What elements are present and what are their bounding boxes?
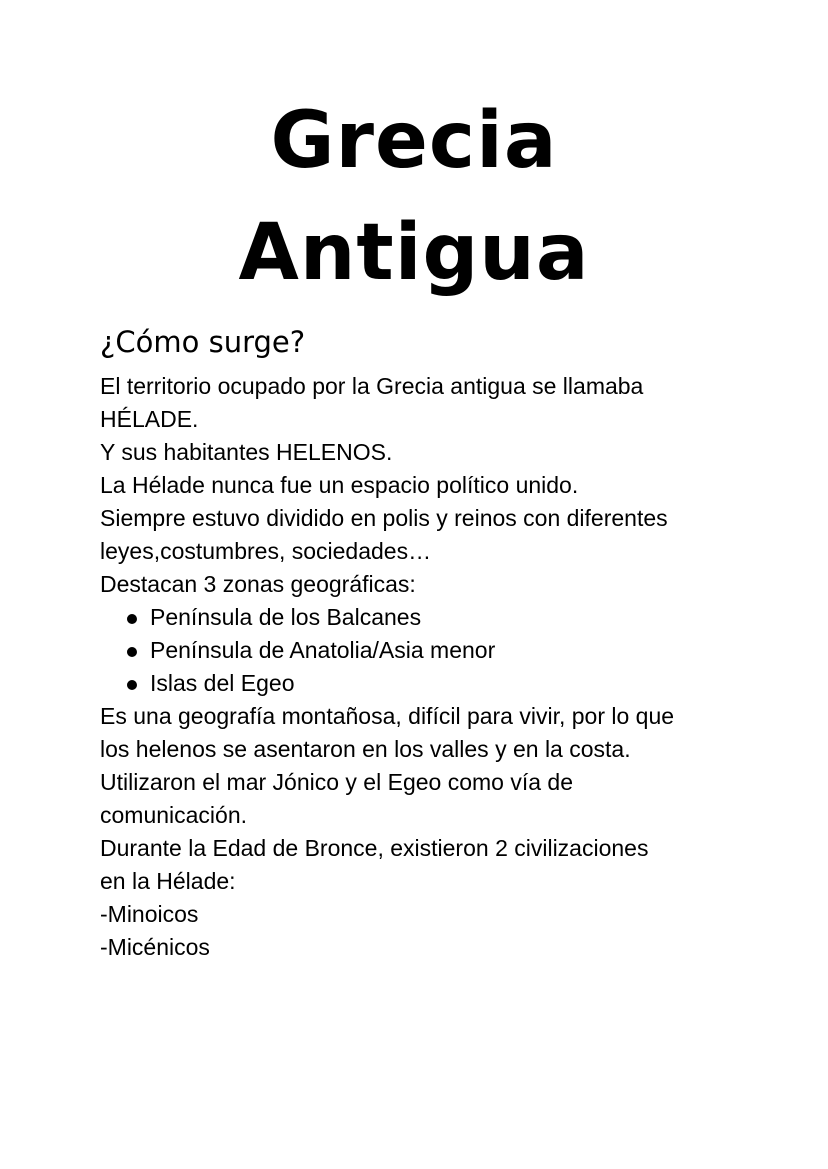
text-line: HÉLADE.	[100, 406, 199, 432]
list-item-label: Península de Anatolia/Asia menor	[150, 637, 496, 663]
bullet-icon	[127, 680, 137, 690]
text-line: en la Hélade:	[100, 868, 236, 894]
text-line: leyes,costumbres, sociedades…	[100, 538, 432, 564]
text-line: La Hélade nunca fue un espacio político unido.	[100, 472, 579, 498]
list-item	[100, 667, 780, 700]
text-line: Es una geografía montañosa, difícil para vivir, por lo que	[100, 703, 675, 729]
text-line: Utilizaron el mar Jónico y el Egeo como vía de	[100, 769, 573, 795]
title-line-1: Grecia	[270, 96, 558, 186]
zones-list	[100, 601, 780, 700]
list-item-label: Islas del Egeo	[150, 670, 295, 696]
title-line-2: Antigua	[238, 208, 590, 298]
body-text	[100, 370, 780, 964]
text-line: los helenos se asentaron en los valles y en la costa.	[100, 736, 631, 762]
text-line: comunicación.	[100, 802, 248, 828]
bullet-icon	[127, 647, 137, 657]
text-line: Siempre estuvo dividido en polis y reinos con diferentes	[100, 505, 668, 531]
text-line: Y sus habitantes HELENOS.	[100, 439, 393, 465]
bullet-icon	[127, 614, 137, 624]
list-item-label: Península de los Balcanes	[150, 604, 422, 630]
text-line: -Minoicos	[100, 901, 199, 927]
list-item	[100, 634, 780, 667]
text-line: El territorio ocupado por la Grecia antigua se llamaba	[100, 373, 644, 399]
section-heading: ¿Cómo surge?	[100, 325, 306, 359]
text-line: -Micénicos	[100, 934, 210, 960]
text-line: Destacan 3 zonas geográficas:	[100, 571, 416, 597]
text-line: Durante la Edad de Bronce, existieron 2 civilizaciones	[100, 835, 649, 861]
list-item	[100, 601, 780, 634]
